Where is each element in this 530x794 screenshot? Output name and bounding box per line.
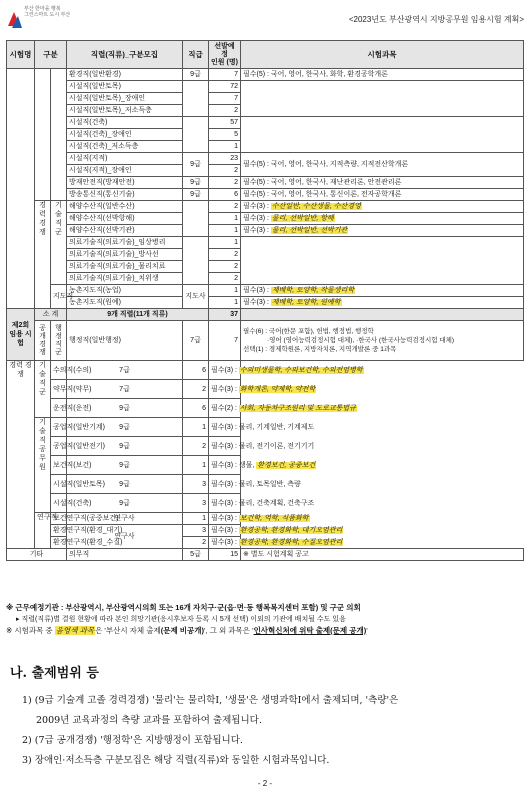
round2-rows <box>7 361 524 549</box>
count-cell: 1 <box>209 237 241 249</box>
field-cell: 시설직(지적)_장애인 <box>67 165 183 177</box>
subjects-cell: 필수(3) : 화학개론, 약제학, 약전학 <box>209 380 241 399</box>
field-cell: 방송통신직(통신기술) <box>67 189 183 201</box>
col-exam: 시험명 <box>7 41 35 69</box>
etc-count: 15 <box>209 549 241 561</box>
table-row <box>7 513 524 525</box>
table-row <box>7 285 524 297</box>
field-cell: 시설직(일반토목)_저소득층 <box>67 105 183 117</box>
field-cell: 시설직(건축)_장애인 <box>67 129 183 141</box>
table-row <box>7 225 524 237</box>
grade-cell: 9급 <box>183 153 209 177</box>
col-count: 선발예정 인원 (명) <box>209 41 241 69</box>
subtotal-row <box>7 309 524 321</box>
field-cell: 의료기술직(의료기술)_방사선 <box>67 249 183 261</box>
col-field: 직렬(직류)_구분모집 <box>67 41 183 69</box>
count-cell: 5 <box>209 129 241 141</box>
round2-label: 제2회 임용 시험 <box>7 309 35 361</box>
table-row <box>7 297 524 309</box>
subjects-cell: 필수(5) : 국어, 영어, 한국사, 지적측량, 지적전산학개론 <box>241 153 524 177</box>
count-cell: 1 <box>209 213 241 225</box>
etc-field: 의무직 <box>67 549 183 561</box>
grade-cell: 9급 <box>67 399 183 418</box>
field-cell: 시설직(건축)_저소득층 <box>67 141 183 153</box>
col-subjects: 시험과목 <box>241 41 524 69</box>
count-cell: 1 <box>183 456 209 475</box>
grade-cell: 연구사 <box>67 525 183 549</box>
tech2-label: 기술 직군 <box>35 361 51 418</box>
field-cell: 운전직(운전) <box>51 399 67 418</box>
table-row <box>7 418 524 437</box>
table-row <box>7 81 524 93</box>
count-cell: 1 <box>209 285 241 297</box>
table-row <box>7 494 524 513</box>
etc-subjects: ※ 별도 시험계획 공고 <box>241 549 524 561</box>
logo-text: 부산 한마을 행복 그린스마트 도시 부산 <box>24 6 71 18</box>
count-cell: 1 <box>209 297 241 309</box>
table-row <box>7 177 524 189</box>
guidance-label: 지도직 <box>51 285 67 309</box>
tech-label: 기술 직군 <box>51 201 67 285</box>
field-cell: 시설직(건축) <box>51 494 67 513</box>
grade-cell <box>183 81 209 117</box>
field-cell: 환경연구직(환경_수질) <box>51 537 67 549</box>
field-cell: 의료기술직(의료기술)_임상병리 <box>67 237 183 249</box>
field-cell: 공업직(일반기계) <box>51 418 67 437</box>
subjects-cell: 필수(3) : 물리, 기계일반, 기계제도 <box>209 418 241 437</box>
field-cell: 환경직(일반환경) <box>67 69 183 81</box>
document-title: <2023년도 부산광역시 지방공무원 임용시험 계획> <box>348 15 524 24</box>
subjects-cell <box>241 237 524 285</box>
subjects-cell: 필수(3) : 물리, 선박일반, 선박기관 <box>241 225 524 237</box>
subjects-cell: 필수(5) : 국어, 영어, 한국사, 재난관리론, 안전관리론 <box>241 177 524 189</box>
table-row <box>7 361 524 380</box>
count-cell: 2 <box>209 249 241 261</box>
table-row <box>7 525 524 537</box>
count-cell: 1 <box>183 513 209 525</box>
page-header <box>6 4 524 34</box>
grade-cell: 연구사 <box>67 513 183 525</box>
admin-row <box>7 321 524 361</box>
count-cell: 2 <box>209 165 241 177</box>
etc-label: 기타 <box>7 549 67 561</box>
count-cell: 2 <box>183 537 209 549</box>
grade-cell: 지도사 <box>183 285 209 309</box>
grade-cell: 7급 <box>67 361 183 380</box>
field-cell: 시설직(일반토목) <box>67 81 183 93</box>
section-title: 나. 출제범위 등 <box>10 666 99 681</box>
field-cell: 해양수산직(선박기관) <box>67 225 183 237</box>
field-cell: 보건직(보건) <box>51 456 67 475</box>
grade-cell: 9급 <box>67 475 183 494</box>
subjects-cell <box>241 81 524 117</box>
subjects-cell: 필수(3) : 물리, 선박일반, 항해 <box>241 213 524 225</box>
count-cell: 2 <box>183 380 209 399</box>
subtotal-label: 소 계 <box>35 309 67 321</box>
col-grade: 직급 <box>183 41 209 69</box>
count-cell: 7 <box>209 93 241 105</box>
page-number: - 2 - <box>257 779 273 788</box>
etc-row <box>7 549 524 561</box>
career2-label: 경력 경쟁 <box>7 361 35 549</box>
notes <box>6 602 524 637</box>
count-cell: 57 <box>209 117 241 129</box>
count-cell: 23 <box>209 153 241 165</box>
table-row <box>7 201 524 213</box>
table-row <box>7 189 524 201</box>
count-cell: 1 <box>209 225 241 237</box>
field-cell: 환경연구직(환경_대기) <box>51 525 67 537</box>
table-row <box>7 456 524 475</box>
count-cell: 6 <box>209 189 241 201</box>
count-cell: 2 <box>209 261 241 273</box>
tech-grade-label: 기술직 공 무원 <box>35 418 51 513</box>
count-cell: 3 <box>183 494 209 513</box>
grade-cell: 9급 <box>183 177 209 189</box>
field-cell: 의료기술직(의료기술)_치위생 <box>67 273 183 285</box>
field-cell: 시설직(지적) <box>67 153 183 165</box>
table-row <box>7 213 524 225</box>
field-cell: 해양수산직(선박항해) <box>67 213 183 225</box>
field-cell: 시설직(일반토목) <box>51 475 67 494</box>
subjects-cell: 필수(3) : 수산일반, 수산생물, 수산경영 <box>241 201 524 213</box>
field-cell: 보건연구직(공중보건) <box>51 513 67 525</box>
table-header-row <box>7 41 524 69</box>
subjects-cell: 필수(3) : 수의미생물학, 수의보건학, 수의전염병학 <box>209 361 241 380</box>
count-cell: 2 <box>209 177 241 189</box>
round1-rows <box>7 69 524 309</box>
table-row <box>7 153 524 165</box>
subjects-cell: 필수(5) : 국어, 영어, 한국사, 화학, 환경공학개론 <box>241 69 524 81</box>
field-cell: 의료기술직(의료기술)_물리치료 <box>67 261 183 273</box>
grade-cell: 9급 <box>67 437 183 456</box>
scope-item-1-cont: 2009년 교육과정의 측량 교과를 포함하여 출제됩니다. <box>36 715 262 726</box>
field-cell: 수의직(수의) <box>51 361 67 380</box>
field-cell: 공업직(일반전기) <box>51 437 67 456</box>
table-row <box>7 380 524 399</box>
count-cell: 1 <box>209 141 241 153</box>
subjects-cell: 필수(3) : 물리, 토목일반, 측량 <box>209 475 241 494</box>
admin-subjects: 필수(6) : 국어(한문 포함), 헌법, 행정법, 행정학 ·영어 (영어능력검정시험 대체), ·한국사 (한국사능력검정시험 대체) 선택(1) : 경제학원론, 지방자치론, 지역개발론 중 1과목 <box>241 321 524 361</box>
subjects-cell: 필수(3) : 물리, 전기이론, 전기기기 <box>209 437 241 456</box>
grade-cell: 9급 <box>67 494 183 513</box>
note-subjects: ※ 시험과목 중 음영색 과목은 '부산시 자체 출제(문제 비공개)', 그 외 과목은 '인사혁신처에 위탁 출제(문제 공개)' <box>6 626 368 635</box>
subjects-cell: 필수(3) : 재배학, 토양학, 작물생리학 <box>241 285 524 297</box>
grade-cell: 9급 <box>183 189 209 201</box>
subjects-cell: 필수(3) : 환경공학, 환경화학, 대기오염관리 <box>209 525 241 537</box>
count-cell: 2 <box>209 273 241 285</box>
field-cell: 방재안전직(방재안전) <box>67 177 183 189</box>
count-cell: 7 <box>209 69 241 81</box>
subjects-cell: 필수(2) : 사회, 자동차구조원리 및 도로교통법규 <box>209 399 241 418</box>
count-cell: 3 <box>183 525 209 537</box>
count-cell: 1 <box>183 418 209 437</box>
subjects-cell <box>241 117 524 153</box>
scope-item-3: 3) 장애인·저소득층 구분모집은 해당 직렬(직류)와 동일한 시험과목입니다. <box>22 755 330 766</box>
admin-field: 행정직(일반행정) <box>67 321 183 361</box>
grade-cell: 9급 <box>183 69 209 81</box>
admin-label: 행정 직군 <box>51 321 67 361</box>
grade-cell: 9급 <box>67 418 183 437</box>
exam-plan-table <box>6 40 524 561</box>
field-cell: 농촌지도직(농업) <box>67 285 183 297</box>
subjects-cell: 필수(3) : 보건학, 역학, 식품화학 <box>209 513 241 525</box>
subjects-cell: 필수(5) : 국어, 영어, 한국사, 통신이론, 전자공학개론 <box>241 189 524 201</box>
exam-scope-section <box>6 662 524 771</box>
count-cell: 2 <box>183 437 209 456</box>
scope-item-2: 2) (7급 공개경쟁) '행정학'은 지방행정이 포함됩니다. <box>22 735 243 746</box>
field-cell: 해양수산직(일반수산) <box>67 201 183 213</box>
subjects-cell: 필수(3) : 물리, 건축계획, 건축구조 <box>209 494 241 513</box>
exam-cell <box>7 69 35 309</box>
count-cell: 3 <box>183 475 209 494</box>
field-cell: 농촌지도직(원예) <box>67 297 183 309</box>
research-label: 연구직 <box>35 513 51 549</box>
group-cell <box>51 69 67 201</box>
scope-item-1: 1) (9급 기술계 고졸 경력경쟁) '물리'는 물리학Ⅰ, '생물'은 생명과학Ⅰ에서 출제되며, '측량'은 <box>22 695 399 706</box>
subtotal-count: 37 <box>209 309 241 321</box>
count-cell: 2 <box>209 201 241 213</box>
count-cell: 2 <box>209 105 241 117</box>
admin-grade: 7급 <box>183 321 209 361</box>
type-cell <box>35 69 51 201</box>
count-cell: 6 <box>183 399 209 418</box>
field-cell: 시설직(건축) <box>67 117 183 129</box>
table-row <box>7 475 524 494</box>
subjects-cell: 필수(3) : 환경공학, 환경화학, 수질오염관리 <box>209 537 241 549</box>
subtotal-field: 9개 직렬(11개 직류) <box>67 309 209 321</box>
grade-cell <box>183 117 209 153</box>
subjects-cell: 필수(3) : 생물, 환경보건, 공중보건 <box>209 456 241 475</box>
admin-count: 7 <box>209 321 241 361</box>
grade-cell <box>183 201 209 237</box>
table-row <box>7 237 524 249</box>
count-cell: 72 <box>209 81 241 93</box>
field-cell: 시설직(일반토목)_장애인 <box>67 93 183 105</box>
table-row <box>7 437 524 456</box>
public-label: 공개 경쟁 <box>35 321 51 361</box>
table-row <box>7 69 524 81</box>
etc-grade: 5급 <box>183 549 209 561</box>
career-label: 경력 경쟁 <box>35 201 51 309</box>
grade-cell <box>183 237 209 285</box>
table-row <box>7 399 524 418</box>
note-workplace: ※ 근무예정기관 : 부산광역시, 부산광역시의회 또는 16개 자치구·군(읍·면·동 행복복지센터 포함) 및 구군 의회 ▸ 직렬(직류)별 결원 현황에 따라 본인 희망기관(응시후보자 등록 시 5개 선택) 이외의 기관에 배치될 수도 있음 <box>6 603 361 623</box>
grade-cell: 9급 <box>67 456 183 475</box>
table-row <box>7 117 524 129</box>
subjects-cell: 필수(3) : 재배학, 토양학, 원예학 <box>241 297 524 309</box>
grade-cell: 7급 <box>67 380 183 399</box>
count-cell: 6 <box>183 361 209 380</box>
col-type: 구분 <box>35 41 67 69</box>
field-cell: 약무직(약무) <box>51 380 67 399</box>
